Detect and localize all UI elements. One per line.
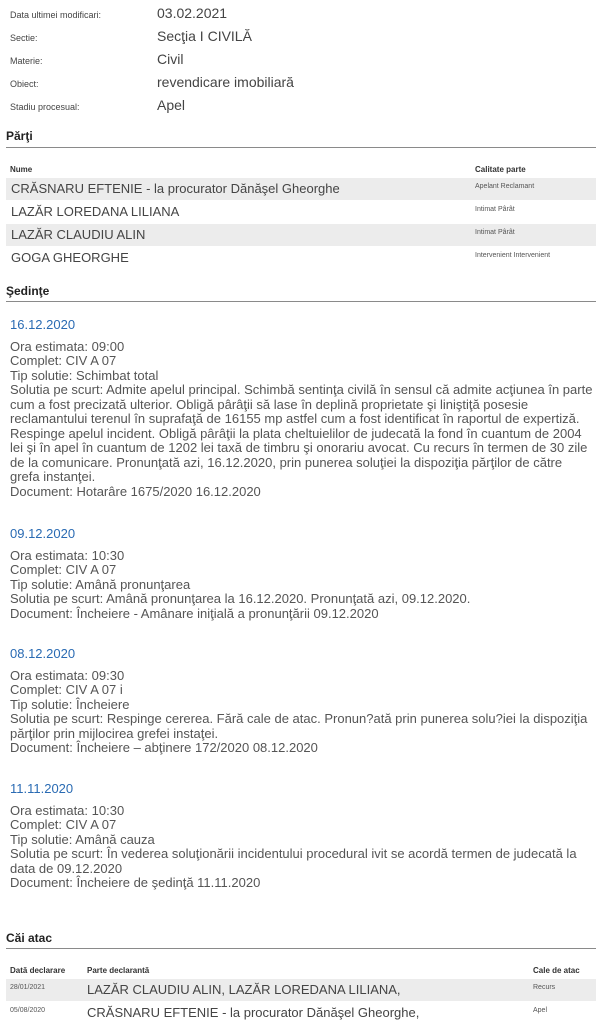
meta-value: Civil: [157, 51, 184, 67]
appeal-row: [6, 979, 596, 1001]
hearing-date: 08.12.2020: [10, 646, 76, 661]
appeal-type: Apel: [533, 1007, 548, 1014]
hearing-document: Document: Încheiere – abţinere 172/2020 08.12.2020: [10, 740, 318, 755]
hearing-entry: [10, 527, 595, 621]
hearing-entry: [10, 647, 595, 756]
meta-row-last-modified: [10, 5, 590, 28]
hearing-time: Ora estimata: 10:30: [10, 802, 125, 818]
hearing-solution-type: Tip solutie: Încheiere: [10, 696, 130, 712]
appeal-date: 05/08/2020: [10, 1007, 46, 1014]
section-title-sedinte: Şedinţe: [6, 284, 50, 298]
party-role: Intimat Pârât: [475, 206, 515, 213]
meta-row-matter: [10, 51, 590, 74]
hearing-time: Ora estimata: 09:30: [10, 667, 125, 683]
meta-value: Apel: [157, 97, 186, 113]
appeal-type: Recurs: [533, 984, 556, 991]
party-row: [6, 178, 596, 200]
party-role: Intimat Pârât: [475, 229, 515, 236]
column-header-role: Calitate parte: [475, 165, 526, 174]
hearing-document: Document: Încheiere - Amânare iniţială a pronunţării 09.12.2020: [10, 605, 379, 621]
appeal-party: CRĂSNARU EFTENIE - la procurator Dănăşel Gheorghe,: [87, 1005, 420, 1020]
hearing-panel: Complet: CIV A 07 i: [10, 682, 123, 697]
meta-label: Obiect:: [10, 79, 39, 89]
column-header-date: Dată declarare: [10, 966, 66, 975]
meta-label: Sectie:: [10, 33, 38, 43]
party-name: LAZĂR CLAUDIU ALIN: [11, 227, 146, 242]
hearing-date: 11.11.2020: [10, 781, 74, 796]
section-divider: [6, 948, 596, 949]
meta-value: Secţia I CIVILĂ: [157, 28, 252, 44]
appeal-party: LAZĂR CLAUDIU ALIN, LAZĂR LOREDANA LILIANA,: [87, 982, 401, 997]
hearing-date: 09.12.2020: [10, 526, 76, 541]
party-name: GOGA GHEORGHE: [11, 250, 129, 265]
hearing-document: Document: Încheiere de şedinţă 11.11.2020: [10, 875, 261, 890]
party-row: [6, 224, 596, 246]
section-divider: [6, 147, 596, 148]
hearing-entry: [10, 318, 595, 499]
hearing-panel: Complet: CIV A 07: [10, 353, 117, 368]
party-name: CRĂSNARU EFTENIE - la procurator Dănăşel Gheorghe: [11, 181, 340, 196]
section-title-parti: Părţi: [6, 129, 33, 143]
column-header-party: Parte declarantă: [87, 966, 150, 975]
section-divider: [6, 301, 596, 302]
hearing-solution-summary: Solutia pe scurt: Amână pronunţarea la 16.12.2020. Pronunţată azi, 09.12.2020.: [10, 591, 471, 606]
party-role: Apelant Reclamant: [475, 183, 535, 190]
appeal-date: 28/01/2021: [10, 984, 46, 991]
column-header-appeal-type: Cale de atac: [533, 966, 580, 975]
meta-row-object: [10, 74, 590, 97]
meta-label: Materie:: [10, 56, 43, 66]
hearing-solution-type: Tip solutie: Amână pronunţarea: [10, 576, 191, 592]
hearing-solution-summary: Solutia pe scurt: În vederea soluţionării incidentului procedural ivit se acordă termen de judecată la data de 09.12.2020: [10, 846, 577, 876]
party-row: [6, 247, 596, 269]
section-title-cai-atac: Căi atac: [6, 931, 53, 945]
meta-row-section: [10, 28, 590, 51]
hearing-solution-type: Tip solutie: Amână cauza: [10, 831, 155, 847]
hearing-panel: Complet: CIV A 07: [10, 817, 117, 832]
hearing-entry: [10, 782, 595, 891]
hearing-panel: Complet: CIV A 07: [10, 562, 117, 577]
party-row: [6, 201, 596, 223]
meta-label: Data ultimei modificari:: [10, 10, 102, 20]
hearing-document: Document: Hotarâre 1675/2020 16.12.2020: [10, 483, 261, 499]
party-role: Intervenient Intervenient: [475, 252, 551, 259]
party-name: LAZĂR LOREDANA LILIANA: [11, 204, 180, 219]
hearing-solution-summary: Solutia pe scurt: Admite apelul principal. Schimbă sentinţa civilă în sensul că admite acţiunea în parte cum a fost precizată ulterior. Obligă pârâţii să lase în deplină proprietate şi liniştiţă posesie reclamantului terenul în suprafaţă de 16155 mp astfel cum a fost identificat în raportul de expertiză. Respinge apelul incident. Obligă pârâţii la plata cheltuielilor de judecată la fond în cuantum de 2004 lei şi în apel în cuantum de 1202 lei taxă de timbru şi onorariu avocat. Cu recurs în termen de 30 zile de la comunicare. Pronunţată azi, 16.12.2020, prin punerea soluţiei la dispoziţia părţilor de către grefa instanţei.: [10, 382, 593, 484]
column-header-name: Nume: [10, 165, 33, 174]
meta-row-stage: [10, 97, 590, 120]
hearing-time: Ora estimata: 10:30: [10, 547, 125, 563]
hearing-date: 16.12.2020: [10, 317, 76, 332]
hearing-solution-type: Tip solutie: Schimbat total: [10, 367, 159, 383]
meta-value: revendicare imobiliară: [157, 74, 294, 90]
hearing-time: Ora estimata: 09:00: [10, 338, 125, 354]
hearing-solution-summary: Solutia pe scurt: Respinge cererea. Fără cale de atac. Pronun?ată prin punerea solu?iei la dispoziţia părţilor prin mijlocirea grefei instaţei.: [10, 711, 588, 741]
meta-label: Stadiu procesual:: [10, 102, 80, 112]
appeal-row: [6, 1002, 596, 1024]
meta-value: 03.02.2021: [157, 5, 228, 21]
